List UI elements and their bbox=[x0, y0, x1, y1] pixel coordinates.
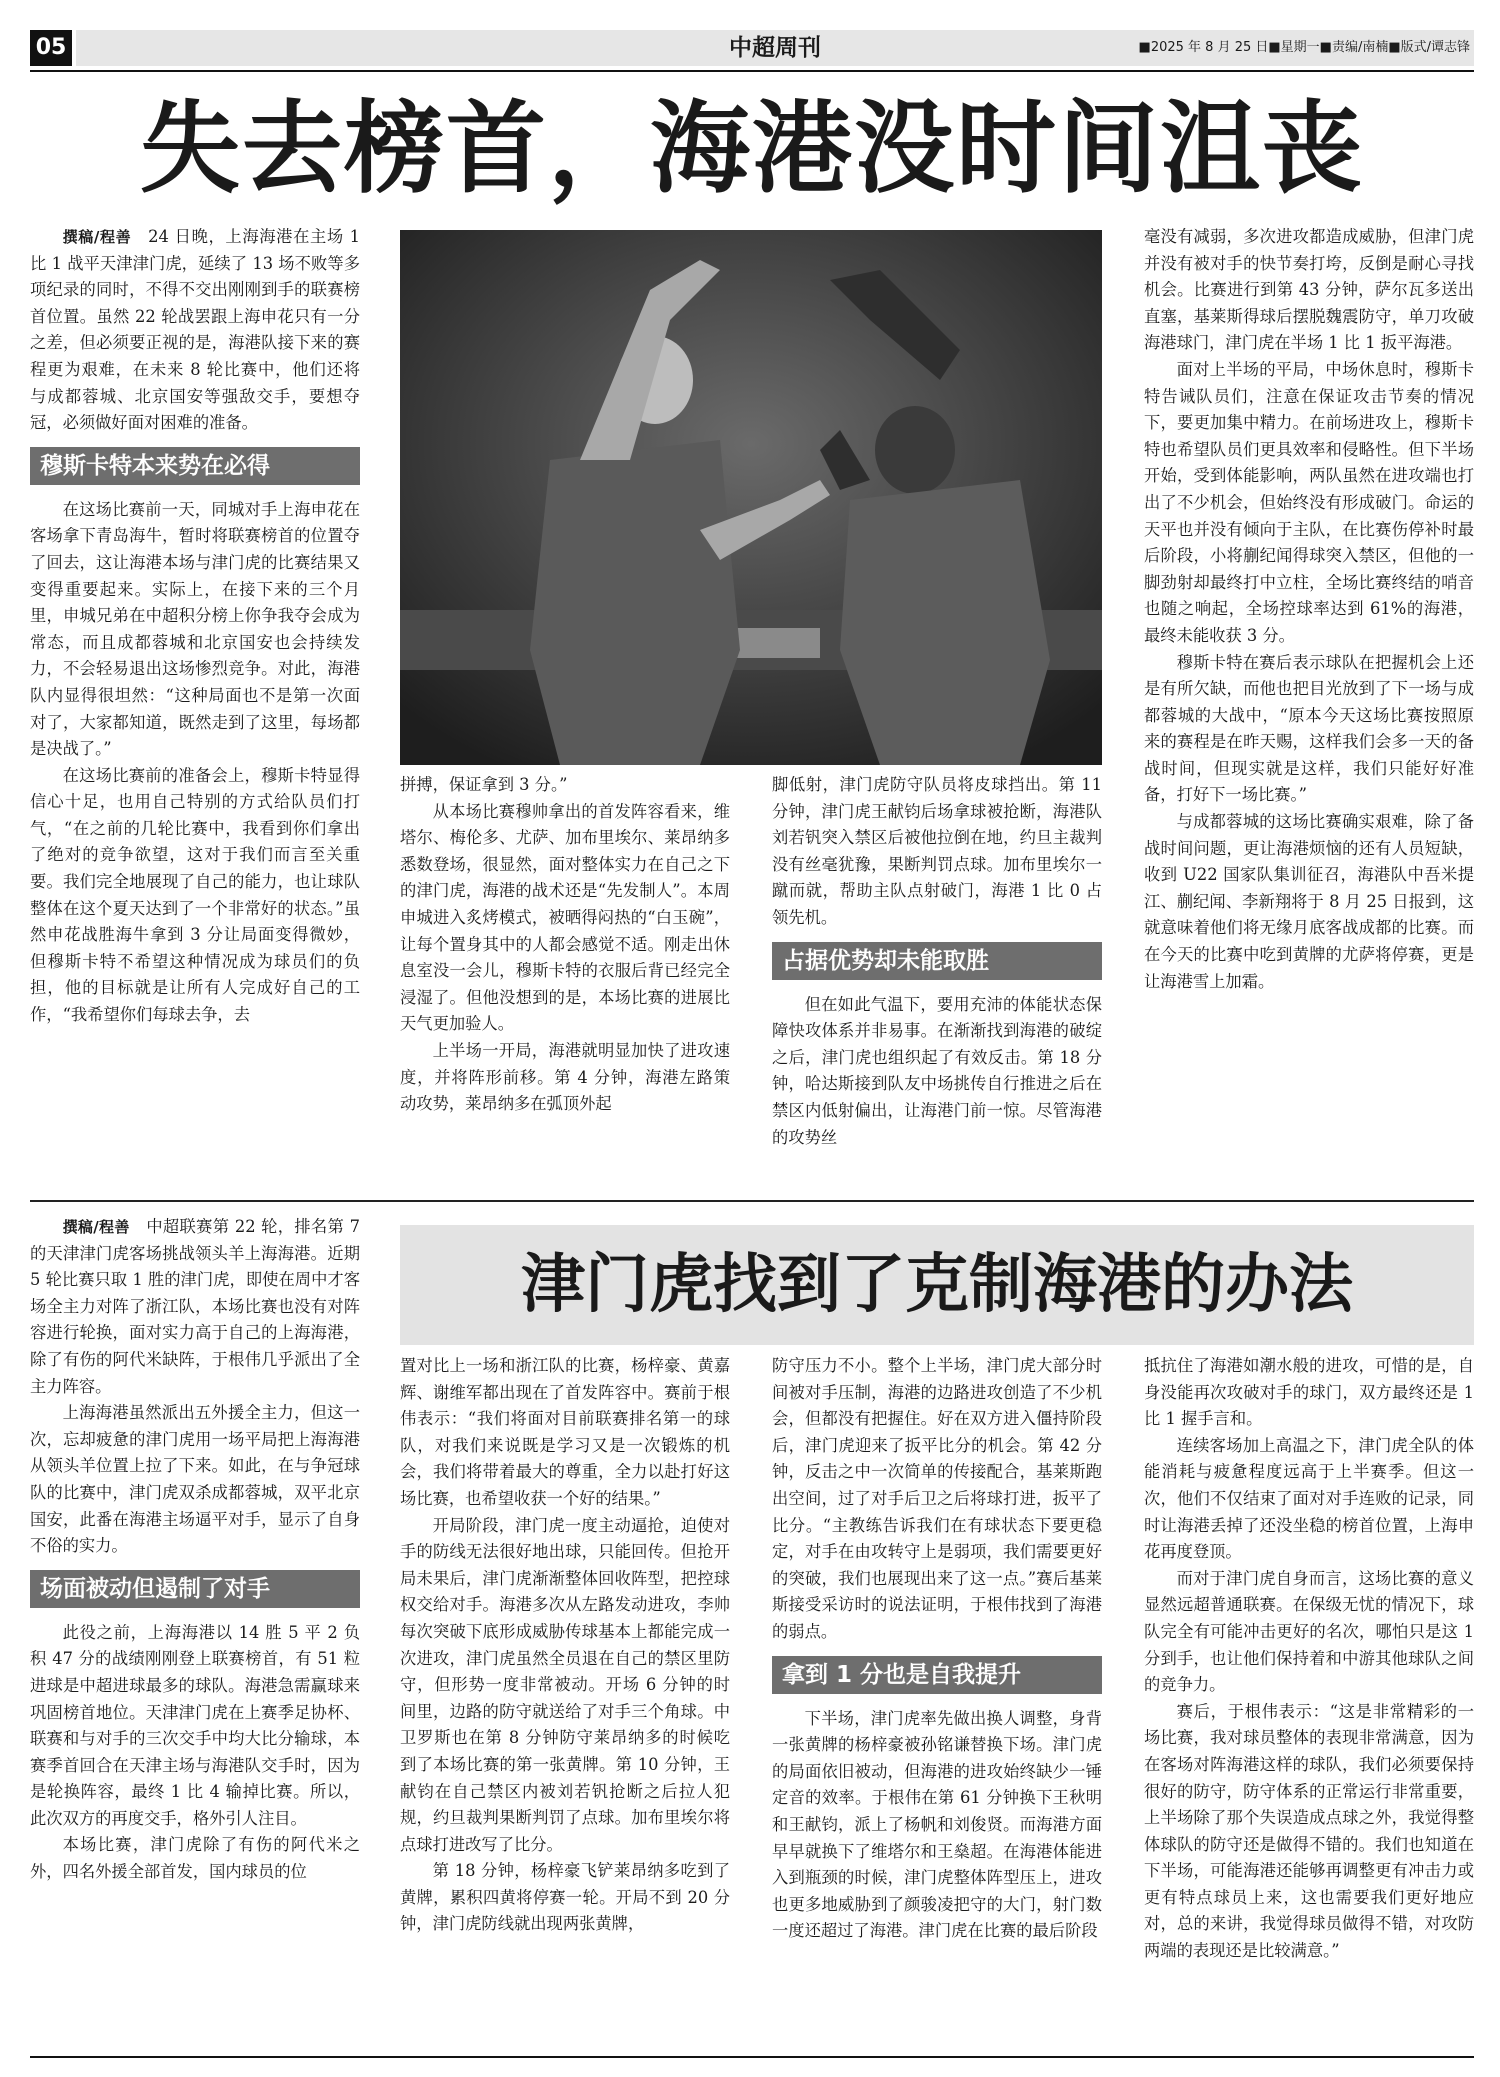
article-1-column-2 bbox=[400, 772, 730, 1118]
subheading: 场面被动但遏制了对手 bbox=[30, 1570, 360, 1608]
article-divider bbox=[30, 1200, 1474, 1202]
footer-rule bbox=[30, 2056, 1474, 2058]
paragraph: 但在如此气温下，要用充沛的体能状态保障快攻体系并非易事。在渐渐找到海港的破绽之后，津门虎也组织起了有效反击。第 18 分钟，哈达斯接到队友中场挑传自行推进之后在禁区内低射偏出，让海港门前一惊。尽管海港的攻势丝 bbox=[772, 994, 1102, 1147]
paragraph: 拼搏，保证拿到 3 分。” bbox=[400, 775, 568, 794]
article-2-column-2 bbox=[400, 1353, 730, 1938]
paragraph: 防守压力不小。整个上半场，津门虎大部分时间被对手压制，海港的边路进攻创造了不少机会，但都没有把握住。好在双方进入僵持阶段后，津门虎迎来了扳平比分的机会。第 42 分钟，反击之中一次简单的传接配合，基莱斯跑出空间，过了对手后卫之后将球打进，扳平了比分。“主教练告诉我们在有球状态下要更稳定，对手在由攻转守上是弱项，我们需要更好的突破，我们也展现出来了这一点。”赛后基莱斯接受采访时的说法证明，于根伟找到了海港的弱点。 bbox=[772, 1356, 1102, 1641]
paragraph: 脚低射，津门虎防守队员将皮球挡出。第 11 分钟，津门虎王献钧后场拿球被抢断，海港队刘若钒突入禁区后被他拉倒在地，约旦主裁判没有丝毫犹豫，果断判罚点球。加布里埃尔一蹴而就，帮助主队点射破门，海港 1 比 0 占领先机。 bbox=[772, 775, 1102, 927]
two-players-celebrating-image bbox=[400, 230, 1102, 765]
subheading: 穆斯卡特本来势在必得 bbox=[30, 447, 360, 485]
section-title: 中超周刊 bbox=[729, 35, 821, 61]
paragraph: 置对比上一场和浙江队的比赛，杨梓豪、黄嘉辉、谢维军都出现在了首发阵容中。赛前于根伟表示：“我们将面对目前联赛排名第一的球队，对我们来说既是学习又是一次锻炼的机会，我们将带着最大的尊重，全力以赴打好这场比赛，也希望收获一个好的结果。” bbox=[400, 1356, 730, 1508]
article-1-column-4 bbox=[1144, 224, 1474, 995]
article-2-column-1 bbox=[30, 1214, 360, 1886]
paragraph: 连续客场加上高温之下，津门虎全队的体能消耗与疲惫程度远高于上半赛季。但这一次，他们不仅结束了面对对手连败的记录，同时让海港丢掉了还没坐稳的榜首位置，上海申花再度登顶。 bbox=[1144, 1435, 1474, 1562]
paragraph: 开局阶段，津门虎一度主动逼抢，迫使对手的防线无法很好地出球，只能回传。但抢开局未果后，津门虎渐渐整体回收阵型，把控球权交给对手。海港多次从左路发动进攻，李帅每次突破下底形成威胁传球基本上都能完成一次进攻，津门虎虽然全员退在自己的禁区里防守，但形势一度非常被动。开场 6 分钟的时间里，边路的防守就送给了对手三个角球。中卫罗斯也在第 8 分钟防守莱昂纳多的时候吃到了本场比赛的第一张黄牌。第 10 分钟，王献钧在自己禁区内被刘若钒抢断之后拉人犯规，约旦裁判果断判罚了点球。加布里埃尔将点球打进改写了比分。 bbox=[400, 1515, 730, 1854]
header-rule bbox=[30, 70, 1474, 72]
paragraph: 赛后，于根伟表示：“这是非常精彩的一场比赛，我对球员整体的表现非常满意，因为在客场对阵海港这样的球队，我们必须要保持很好的防守，防守体系的正常运行非常重要，上半场除了那个失误造成点球之外，我觉得整体球队的防守还是做得不错的。我们也知道在下半场，可能海港还能够再调整更有冲击力或更有特点球员上来，这也需要我们更好地应对，总的来讲，我觉得球员做得不错，对攻防两端的表现还是比较满意。” bbox=[1144, 1701, 1474, 1961]
page-number: 05 bbox=[30, 30, 72, 66]
paragraph: 上海海港虽然派出五外援全主力，但这一次，忘却疲惫的津门虎用一场平局把上海海港从领头羊位置上拉了下来。如此，在与争冠球队的比赛中，津门虎双杀成都蓉城，双平北京国安，此番在海港主场逼平对手，显示了自身不俗的实力。 bbox=[30, 1403, 360, 1556]
article-1-column-1 bbox=[30, 224, 360, 1029]
paragraph: 在这场比赛前的准备会上，穆斯卡特显得信心十足，也用自己特别的方式给队员们打气，“在之前的几轮比赛中，我看到你们拿出了绝对的竞争欲望，这对于我们而言至关重要。我们完全地展现了自己的能力，也让球队整体在这个夏天达到了一个非常好的状态。”虽然申花战胜海牛拿到 3 分让局面变得微妙，但穆斯卡特不希望这种情况成为球员们的负担，他的目标就是让所有人完成好自己的工作，“我希望你们每球去争，去 bbox=[30, 765, 360, 1025]
article-2-column-4 bbox=[1144, 1353, 1474, 1965]
byline: 撰稿/程善 bbox=[62, 1218, 130, 1236]
subheading: 拿到 1 分也是自我提升 bbox=[772, 1656, 1102, 1694]
dateline: ■2025 年 8 月 25 日■星期一■责编/南楠■版式/谭志锋 bbox=[1138, 40, 1470, 55]
headline-article-2: 津门虎找到了克制海港的办法 bbox=[521, 1248, 1353, 1322]
paragraph: 从本场比赛穆帅拿出的首发阵容看来，维塔尔、梅伦多、尤萨、加布里埃尔、莱昂纳多悉数登场，很显然，面对整体实力在自己之下的津门虎，海港的战术还是“先发制人”。本周申城进入炙烤模式，被晒得闷热的“白玉碗”，让每个置身其中的人都会感觉不适。刚走出休息室没一会儿，穆斯卡特的衣服后背已经完全浸湿了。但他没想到的是，本场比赛的进展比天气更加验人。 bbox=[400, 801, 730, 1034]
headline-article-1: 失去榜首，海港没时间沮丧 bbox=[140, 89, 1364, 207]
paragraph: 面对上半场的平局，中场休息时，穆斯卡特告诫队员们，注意在保证攻击节奏的情况下，要更加集中精力。在前场进攻上，穆斯卡特也希望队员们更具效率和侵略性。但下半场开始，受到体能影响，两队虽然在进攻端也打出了不少机会，但始终没有形成破门。命运的天平也并没有倾向于主队，在比赛伤停补时最后阶段，小将蒯纪闻得球突入禁区，但他的一脚劲射却最终打中立柱，全场比赛终结的哨音也随之响起，全场控球率达到 61%的海港，最终未能收获 3 分。 bbox=[1144, 359, 1474, 645]
paragraph: 与成都蓉城的这场比赛确实艰难，除了备战时间问题，更让海港烦恼的还有人员短缺，收到 U22 国家队集训征召，海港队中吾米提江、蒯纪闻、李新翔将于 8 月 25 日报到，这就意味着他们将无缘月底客战成都的比赛。而在今天的比赛中吃到黄牌的尤萨将停赛，更是让海港雪上加霜。 bbox=[1144, 812, 1474, 991]
paragraph: 此役之前，上海海港以 14 胜 5 平 2 负积 47 分的战绩刚刚登上联赛榜首，有 51 粒进球是中超进球最多的球队。海港急需赢球来巩固榜首地位。天津津门虎在上赛季足协杯、联赛和与对手的三次交手中均大比分输球，本赛季首回合在天津主场与海港队交手时，因为是轮换阵容，最终 1 比 4 输掉比赛。所以，此次双方的再度交手，格外引人注目。 bbox=[30, 1622, 360, 1828]
paragraph: 24 日晚，上海海港在主场 1 比 1 战平天津津门虎，延续了 13 场不败等多项纪录的同时，不得不交出刚刚到手的联赛榜首位置。虽然 22 轮战罢跟上海申花只有一分之差，但必须要正视的是，海港队接下来的赛程更为艰难，在未来 8 轮比赛中，他们还将与成都蓉城、北京国安等强敌交手，要想夺冠，必须做好面对困难的准备。 bbox=[30, 227, 360, 433]
paragraph: 在这场比赛前一天，同城对手上海申花在客场拿下青岛海牛，暂时将联赛榜首的位置夺了回去，这让海港本场与津门虎的比赛结果又变得重要起来。实际上，在接下来的三个月里，申城兄弟在中超积分榜上你争我夺会成为常态，而且成都蓉城和北京国安也会持续发力，不会轻易退出这场惨烈竞争。对此，海港队内显得很坦然：“这种局面也不是第一次面对了，大家都知道，既然走到了这里，每场都是决战了。” bbox=[30, 499, 360, 759]
article-2-column-3 bbox=[772, 1353, 1102, 1945]
paragraph: 而对于津门虎自身而言，这场比赛的意义显然远超普通联赛。在保级无忧的情况下，球队完全有可能冲击更好的名次，哪怕只是这 1 分到手，也让他们保持着和中游其他球队之间的竞争力。 bbox=[1144, 1568, 1474, 1695]
paragraph: 本场比赛，津门虎除了有伤的阿代米之外，四名外援全部首发，国内球员的位 bbox=[30, 1835, 360, 1882]
paragraph: 抵抗住了海港如潮水般的进攻，可惜的是，自身没能再次攻破对手的球门，双方最终还是 1 比 1 握手言和。 bbox=[1144, 1356, 1474, 1429]
paragraph: 上半场一开局，海港就明显加快了进攻速度，并将阵形前移。第 4 分钟，海港左路策动攻势，莱昂纳多在弧顶外起 bbox=[400, 1040, 730, 1114]
article-1-column-3 bbox=[772, 772, 1102, 1151]
paragraph: 下半场，津门虎率先做出换人调整，身背一张黄牌的杨梓豪被孙铭谦替换下场。津门虎的局面依旧被动，但海港的进攻始终缺少一锤定音的效率。于根伟在第 61 分钟换下王秋明和王献钧，派上了杨帆和刘俊贤。而海港方面早早就换下了维塔尔和王燊超。在海港体能进入到瓶颈的时候，津门虎整体阵型压上，进攻也更多地威胁到了颜骏凌把守的大门，射门数一度还超过了海港。津门虎在比赛的最后阶段 bbox=[772, 1708, 1102, 1941]
paragraph: 毫没有减弱，多次进攻都造成威胁，但津门虎并没有被对手的快节奏打垮，反倒是耐心寻找机会。比赛进行到第 43 分钟，萨尔瓦多送出直塞，基莱斯得球后摆脱魏震防守，单刀攻破海港球门，津门虎在半场 1 比 1 扳平海港。 bbox=[1144, 227, 1474, 353]
paragraph: 第 18 分钟，杨梓豪飞铲莱昂纳多吃到了黄牌，累积四黄将停赛一轮。开局不到 20 分钟，津门虎防线就出现两张黄牌， bbox=[400, 1861, 730, 1934]
match-photo bbox=[400, 230, 1102, 765]
byline: 撰稿/程善 bbox=[62, 228, 132, 246]
paragraph: 中超联赛第 22 轮，排名第 7 的天津津门虎客场挑战领头羊上海海港。近期 5 轮比赛只取 1 胜的津门虎，即使在周中才客场全主力对阵了浙江队，本场比赛也没有对阵容进行轮换，面对实力高于自己的上海海港，除了有伤的阿代米缺阵，于根伟几乎派出了全主力阵容。 bbox=[30, 1217, 360, 1396]
paragraph: 穆斯卡特在赛后表示球队在把握机会上还是有所欠缺，而他也把目光放到了下一场与成都蓉城的大战中，“原本今天这场比赛按照原来的赛程是在昨天赐，这样我们会多一天的备战时间，但现实就是这样，我们只能好好准备，打好下一场比赛。” bbox=[1144, 652, 1474, 805]
subheading: 占据优势却未能取胜 bbox=[772, 942, 1102, 980]
